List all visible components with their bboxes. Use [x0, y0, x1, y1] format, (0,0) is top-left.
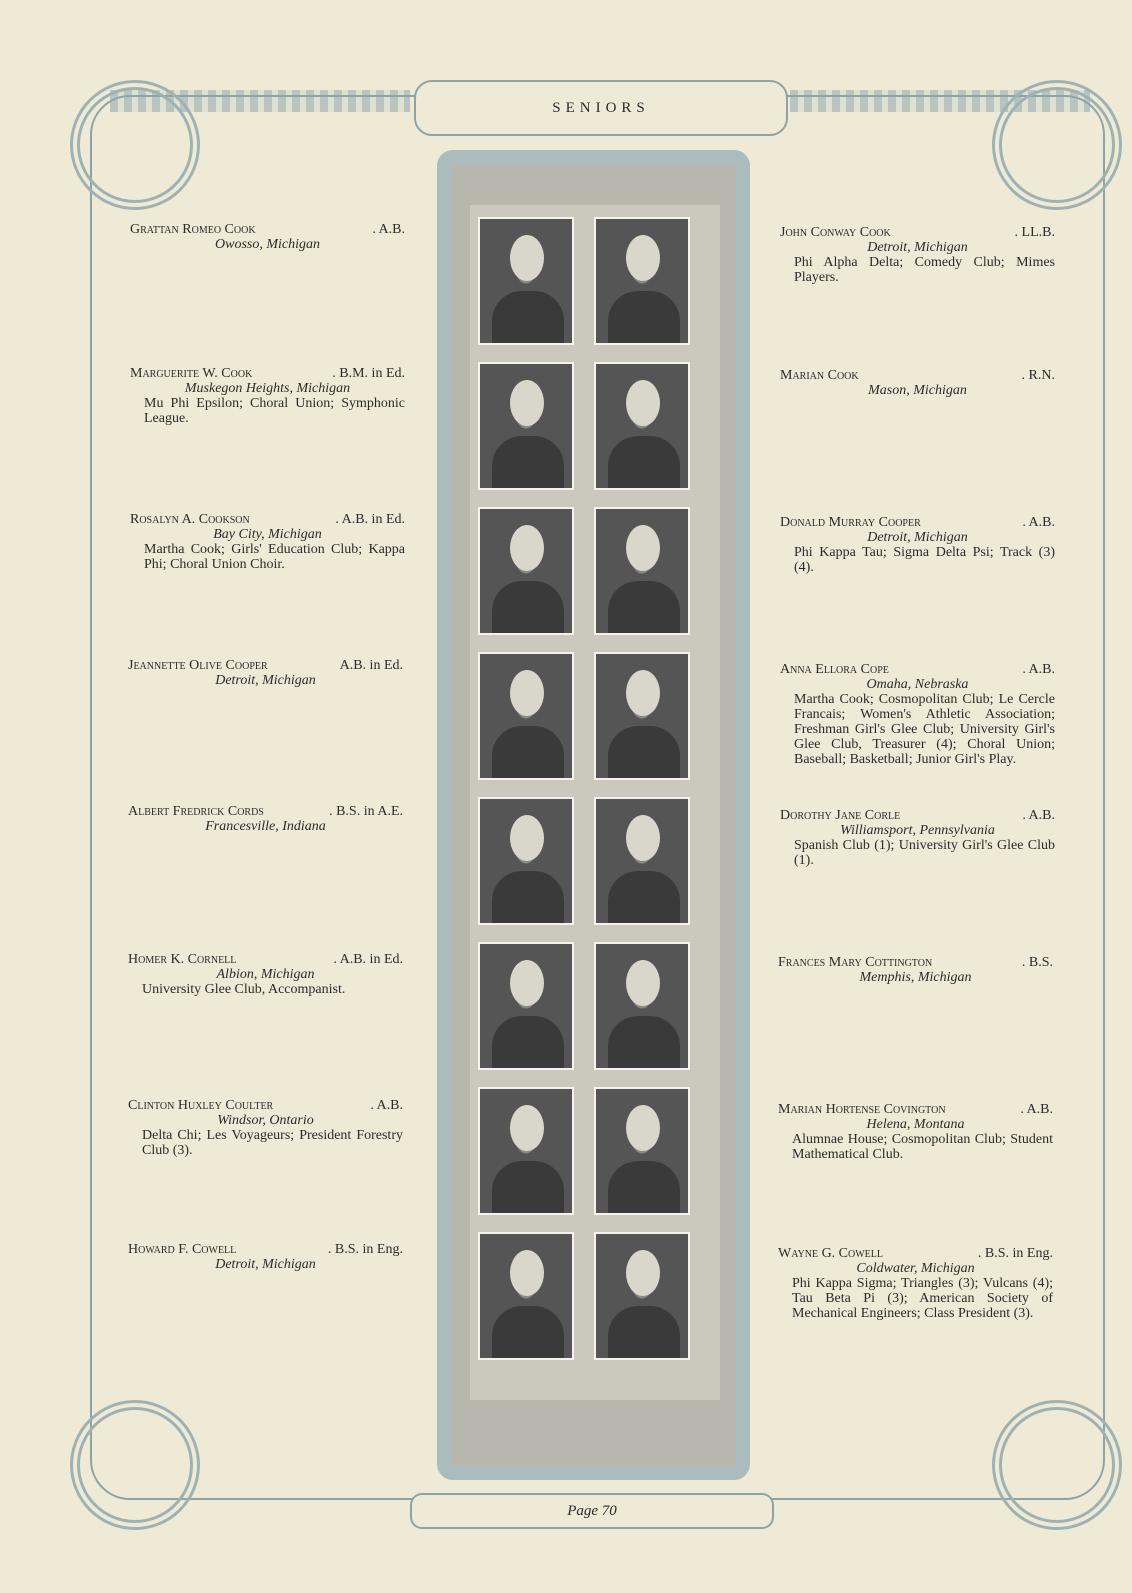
- senior-entry: [130, 222, 405, 252]
- senior-name: Clinton Huxley Coulter: [128, 1098, 274, 1113]
- ornament-corner-icon: [70, 80, 200, 210]
- senior-degree: . R.N.: [1021, 368, 1055, 383]
- senior-entry: [128, 658, 403, 688]
- senior-hometown: Owosso, Michigan: [215, 237, 320, 252]
- portrait-photo: [478, 217, 574, 345]
- senior-activities: Mu Phi Epsilon; Choral Union; Symphonic League.: [144, 396, 405, 426]
- senior-degree: . A.B.: [1022, 662, 1055, 677]
- senior-activities: Spanish Club (1); University Girl's Glee Club (1).: [794, 838, 1055, 868]
- senior-activities: Martha Cook; Cosmopolitan Club; Le Cercle Francais; Women's Athletic Association; Freshman Girl's Glee Club; University Girl's Glee Club, Treasurer (4); Choral Union; Baseball; Basketball; Junior Girl's Play.: [794, 692, 1055, 767]
- senior-entry: [130, 366, 405, 426]
- senior-degree: . A.B.: [1022, 808, 1055, 823]
- portrait-photo: [478, 507, 574, 635]
- senior-entry: [778, 955, 1053, 985]
- page-title: SENIORS: [414, 80, 788, 136]
- senior-activities: Phi Kappa Tau; Sigma Delta Psi; Track (3) (4).: [794, 545, 1055, 575]
- photo-grid: [470, 205, 720, 1400]
- senior-degree: . B.S. in Eng.: [977, 1246, 1053, 1261]
- senior-degree: . A.B.: [1022, 515, 1055, 530]
- senior-name: Wayne G. Cowell: [778, 1246, 884, 1261]
- portrait-photo: [594, 217, 690, 345]
- portrait-photo: [478, 652, 574, 780]
- senior-hometown: Francesville, Indiana: [205, 819, 326, 834]
- senior-degree: . B.S. in A.E.: [329, 804, 403, 819]
- senior-activities: Martha Cook; Girls' Education Club; Kappa Phi; Choral Union Choir.: [144, 542, 405, 572]
- portrait-photo: [478, 1087, 574, 1215]
- senior-hometown: Coldwater, Michigan: [856, 1261, 975, 1276]
- senior-degree: A.B. in Ed.: [339, 658, 403, 673]
- senior-hometown: Omaha, Nebraska: [866, 677, 969, 692]
- portrait-photo: [478, 362, 574, 490]
- ornament-corner-icon: [992, 80, 1122, 210]
- portrait-photo: [594, 362, 690, 490]
- senior-degree: . A.B. in Ed.: [333, 952, 403, 967]
- senior-name: Marguerite W. Cook: [130, 366, 253, 381]
- senior-degree: . B.M. in Ed.: [332, 366, 405, 381]
- senior-entry: [128, 952, 403, 997]
- senior-hometown: Memphis, Michigan: [859, 970, 972, 985]
- senior-hometown: Muskegon Heights, Michigan: [184, 381, 351, 396]
- senior-activities: University Glee Club, Accompanist.: [142, 982, 346, 997]
- portrait-photo: [478, 942, 574, 1070]
- senior-degree: . B.S. in Eng.: [327, 1242, 403, 1257]
- portrait-photo: [478, 1232, 574, 1360]
- senior-degree: . A.B.: [372, 222, 405, 237]
- senior-hometown: Detroit, Michigan: [867, 530, 968, 545]
- ornament-corner-icon: [992, 1400, 1122, 1530]
- senior-degree: . LL.B.: [1014, 225, 1055, 240]
- senior-hometown: Albion, Michigan: [216, 967, 315, 982]
- senior-name: Jeannette Olive Cooper: [128, 658, 268, 673]
- senior-degree: . A.B.: [1020, 1102, 1053, 1117]
- senior-name: Albert Fredrick Cords: [128, 804, 264, 819]
- senior-degree: . A.B.: [370, 1098, 403, 1113]
- senior-activities: Delta Chi; Les Voyageurs; President Forestry Club (3).: [142, 1128, 403, 1158]
- senior-entry: [780, 225, 1055, 285]
- senior-entry: [128, 1242, 403, 1272]
- senior-hometown: Mason, Michigan: [868, 383, 967, 398]
- senior-degree: . B.S.: [1021, 955, 1053, 970]
- senior-hometown: Detroit, Michigan: [215, 673, 316, 688]
- senior-activities: Phi Kappa Sigma; Triangles (3); Vulcans (4); Tau Beta Pi (3); American Society of Mechanical Engineers; Class President (3).: [792, 1276, 1053, 1321]
- senior-activities: Phi Alpha Delta; Comedy Club; Mimes Players.: [794, 255, 1055, 285]
- senior-entry: [780, 368, 1055, 398]
- portrait-photo: [594, 652, 690, 780]
- senior-name: Anna Ellora Cope: [780, 662, 889, 677]
- senior-name: Dorothy Jane Corle: [780, 808, 901, 823]
- senior-entry: [780, 515, 1055, 575]
- senior-hometown: Bay City, Michigan: [213, 527, 322, 542]
- senior-entry: [778, 1102, 1053, 1162]
- senior-hometown: Detroit, Michigan: [867, 240, 968, 255]
- senior-name: Rosalyn A. Cookson: [130, 512, 250, 527]
- senior-name: Marian Hortense Covington: [778, 1102, 946, 1117]
- senior-activities: Alumnae House; Cosmopolitan Club; Student Mathematical Club.: [792, 1132, 1053, 1162]
- senior-entry: [128, 804, 403, 834]
- portrait-photo: [594, 942, 690, 1070]
- senior-hometown: Williamsport, Pennsylvania: [840, 823, 995, 838]
- senior-hometown: Detroit, Michigan: [215, 1257, 316, 1272]
- portrait-photo: [594, 507, 690, 635]
- senior-entry: [130, 512, 405, 572]
- senior-name: Marian Cook: [780, 368, 859, 383]
- page-number: Page 70: [410, 1493, 774, 1529]
- senior-entry: [778, 1246, 1053, 1321]
- senior-entry: [128, 1098, 403, 1158]
- senior-name: Howard F. Cowell: [128, 1242, 237, 1257]
- portrait-photo: [594, 797, 690, 925]
- portrait-photo: [594, 1232, 690, 1360]
- senior-entry: [780, 808, 1055, 868]
- senior-degree: . A.B. in Ed.: [335, 512, 405, 527]
- ornament-corner-icon: [70, 1400, 200, 1530]
- senior-hometown: Windsor, Ontario: [217, 1113, 314, 1128]
- senior-name: Grattan Romeo Cook: [130, 222, 256, 237]
- portrait-photo: [478, 797, 574, 925]
- senior-name: Frances Mary Cottington: [778, 955, 933, 970]
- portrait-photo: [594, 1087, 690, 1215]
- senior-name: Donald Murray Cooper: [780, 515, 921, 530]
- senior-name: Homer K. Cornell: [128, 952, 237, 967]
- senior-hometown: Helena, Montana: [866, 1117, 965, 1132]
- senior-entry: [780, 662, 1055, 767]
- senior-name: John Conway Cook: [780, 225, 891, 240]
